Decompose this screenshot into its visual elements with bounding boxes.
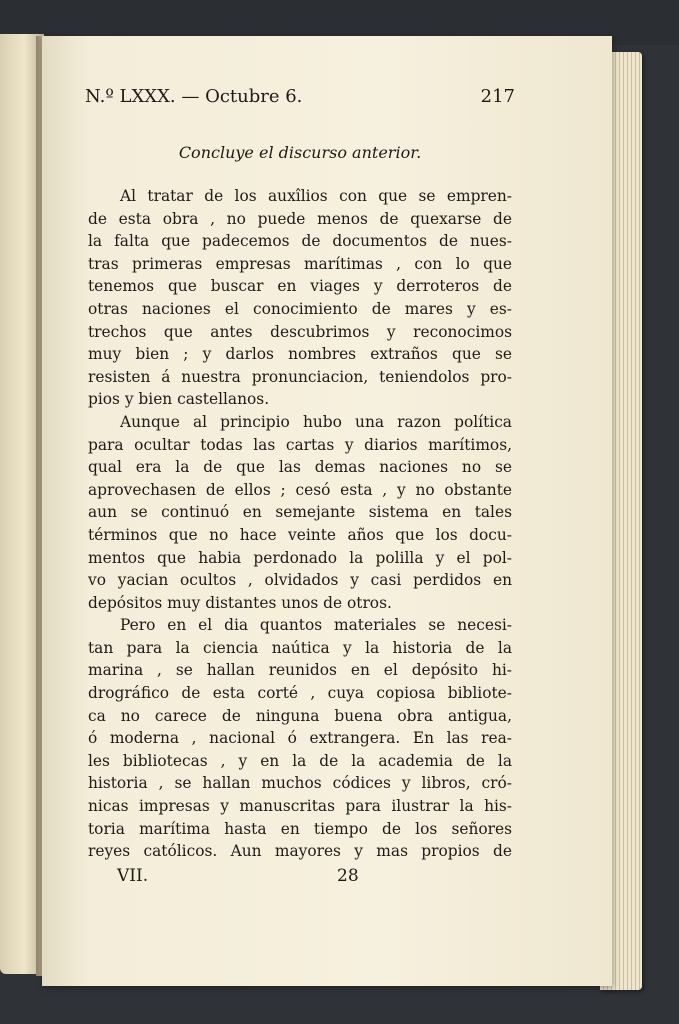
text-line: trechos que antes descubrimos y reconocimos [88, 322, 512, 341]
text-line: reyes católicos. Aun mayores y mas propios de [88, 842, 512, 861]
running-header [85, 86, 515, 116]
text-line: ca no carece de ninguna buena obra antigua, [88, 706, 512, 725]
text-line: qual era la de que las demas naciones no se [88, 458, 512, 477]
body-text [88, 185, 512, 863]
text-line: pios y bien castellanos. [88, 390, 270, 409]
text-line: otras naciones el conocimiento de mares y es- [88, 299, 512, 318]
text-line: drográfico de esta corté , cuya copiosa bibliote- [88, 684, 512, 703]
text-line: vo yacian ocultos , olvidados y casi perdidos en [88, 571, 512, 590]
text-line: tan para la ciencia naútica y la historia de la [88, 638, 512, 657]
text-line: la falta que padecemos de documentos de nues- [88, 232, 512, 251]
text-line: marina , se hallan reunidos en el depósito hi- [88, 661, 512, 680]
text-line: de esta obra , no puede menos de quexarse de [88, 209, 512, 228]
page-number: 217 [480, 86, 515, 107]
text-line: aprovechasen de ellos ; cesó esta , y no obstante [88, 480, 512, 499]
text-line: nicas impresas y manuscritas para ilustrar la his- [88, 797, 512, 816]
page-footer [117, 866, 517, 890]
gathering-number: 28 [337, 866, 359, 886]
text-line: tras primeras empresas marítimas , con lo que [88, 254, 512, 273]
text-line: términos que no hace veinte años que los docu- [88, 525, 512, 544]
section-title: Concluye el discurso anterior. [178, 143, 422, 162]
text-line: Aunque al principio hubo una razon política [120, 412, 512, 431]
text-line: aun se continuó en semejante sistema en tales [88, 503, 512, 522]
text-line: resisten á nuestra pronunciacion, teniendolos pro- [88, 367, 512, 386]
text-line: tenemos que buscar en viages y derroteros de [88, 277, 512, 296]
text-line: ó moderna , nacional ó extrangera. En las rea- [88, 729, 512, 748]
issue-heading: N.º LXXX. — Octubre 6. [85, 86, 303, 107]
text-line: toria marítima hasta en tiempo de los señores [88, 819, 512, 838]
signature-mark: VII. [117, 866, 149, 886]
text-line: Al tratar de los auxîlios con que se empren- [120, 187, 512, 205]
text-line: les bibliotecas , y en la de la academia de la [88, 751, 512, 770]
text-line: Pero en el dia quantos materiales se necesi- [120, 616, 512, 635]
text-line: mentos que habia perdonado la polilla y el pol- [88, 548, 512, 567]
text-line: depósitos muy distantes unos de otros. [88, 593, 392, 612]
text-line: historia , se hallan muchos códices y libros, cró- [88, 774, 512, 793]
text-line: muy bien ; y darlos nombres extraños que se [88, 345, 512, 364]
text-line: para ocultar todas las cartas y diarios marítimos, [88, 435, 512, 454]
